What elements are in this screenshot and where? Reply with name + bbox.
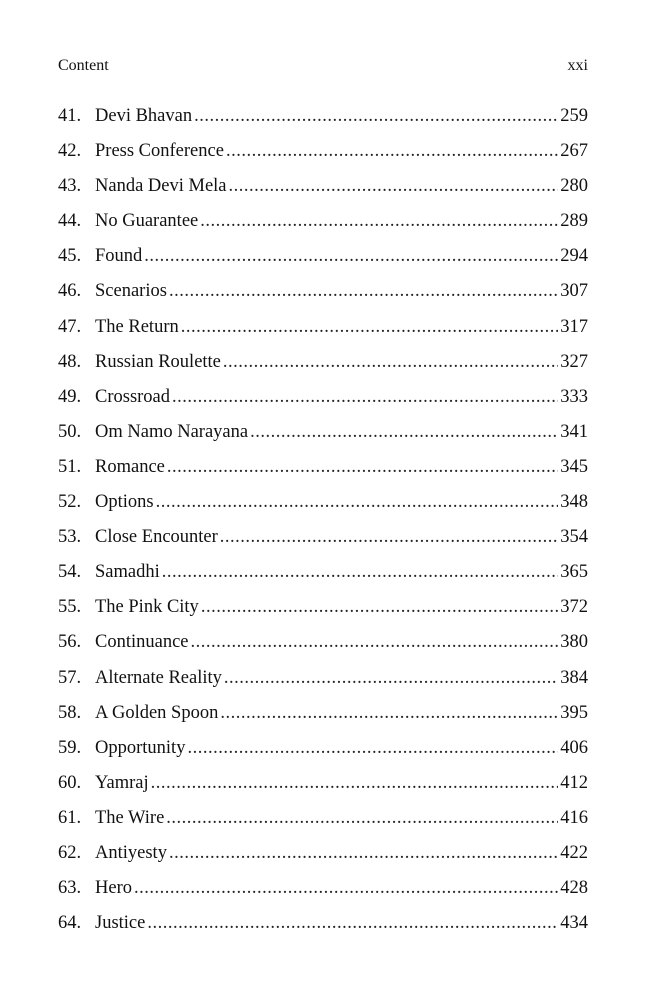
dot-leader (250, 422, 558, 443)
chapter-title: Scenarios (95, 281, 167, 302)
chapter-number: 44. (58, 211, 82, 232)
chapter-number: 43. (58, 176, 82, 197)
toc-entry (58, 878, 588, 913)
chapter-title: Samadhi (95, 562, 160, 583)
dot-leader (167, 457, 558, 478)
chapter-number: 60. (58, 772, 82, 793)
toc-entry (58, 211, 588, 246)
chapter-title: Yamraj (95, 772, 149, 793)
chapter-title: The Wire (95, 807, 165, 828)
chapter-number: 55. (58, 597, 82, 618)
chapter-page-number: 412 (560, 772, 588, 793)
chapter-number: 54. (58, 562, 82, 583)
chapter-title: Crossroad (95, 386, 171, 407)
chapter-title: Continuance (95, 632, 189, 653)
chapter-page-number: 345 (560, 456, 588, 477)
chapter-page-number: 428 (560, 878, 588, 899)
chapter-page-number: 294 (560, 246, 588, 267)
chapter-title: Found (95, 246, 143, 267)
toc-entry (58, 527, 588, 562)
chapter-number: 53. (58, 527, 82, 548)
dot-leader (191, 632, 559, 653)
chapter-page-number: 380 (560, 632, 588, 653)
dot-leader (166, 808, 558, 829)
toc-entry (58, 773, 588, 808)
chapter-title: Alternate Reality (95, 667, 222, 688)
toc-entry (58, 422, 588, 457)
table-of-contents (58, 106, 588, 948)
running-header (58, 57, 588, 75)
toc-entry (58, 668, 588, 703)
dot-leader (200, 211, 558, 232)
chapter-title: Close Encounter (95, 527, 218, 548)
chapter-page-number: 307 (560, 281, 588, 302)
header-section-title: Content (58, 57, 109, 74)
chapter-title: Opportunity (95, 737, 186, 758)
dot-leader (224, 668, 558, 689)
toc-entry (58, 352, 588, 387)
chapter-page-number: 416 (560, 807, 588, 828)
dot-leader (144, 246, 558, 267)
dot-leader (162, 562, 559, 583)
chapter-page-number: 395 (560, 702, 588, 723)
chapter-title: Options (95, 492, 154, 513)
chapter-title: Antiyesty (95, 842, 167, 863)
chapter-page-number: 348 (560, 492, 588, 513)
chapter-title: The Return (95, 316, 179, 337)
chapter-title: Russian Roulette (95, 351, 221, 372)
chapter-number: 49. (58, 386, 82, 407)
dot-leader (187, 738, 558, 759)
chapter-number: 56. (58, 632, 82, 653)
dot-leader (172, 387, 558, 408)
toc-entry (58, 632, 588, 667)
chapter-page-number: 384 (560, 667, 588, 688)
dot-leader (169, 281, 558, 302)
toc-entry (58, 597, 588, 632)
dot-leader (220, 703, 558, 724)
dot-leader (134, 878, 558, 899)
chapter-page-number: 354 (560, 527, 588, 548)
dot-leader (201, 597, 558, 618)
toc-entry (58, 457, 588, 492)
chapter-title: The Pink City (95, 597, 199, 618)
header-page-number: xxi (567, 57, 588, 74)
chapter-title: Om Namo Narayana (95, 421, 249, 442)
chapter-title: Romance (95, 456, 165, 477)
chapter-number: 64. (58, 913, 82, 934)
toc-entry (58, 317, 588, 352)
chapter-page-number: 289 (560, 211, 588, 232)
toc-entry (58, 808, 588, 843)
chapter-number: 50. (58, 421, 82, 442)
chapter-page-number: 341 (560, 421, 588, 442)
dot-leader (229, 176, 559, 197)
chapter-page-number: 267 (560, 141, 588, 162)
toc-entry (58, 141, 588, 176)
toc-entry (58, 387, 588, 422)
toc-entry (58, 703, 588, 738)
chapter-page-number: 422 (560, 842, 588, 863)
chapter-number: 41. (58, 106, 82, 126)
chapter-number: 42. (58, 141, 82, 162)
chapter-number: 63. (58, 878, 82, 899)
toc-entry (58, 176, 588, 211)
chapter-number: 46. (58, 281, 82, 302)
chapter-title: Nanda Devi Mela (95, 176, 227, 197)
dot-leader (226, 141, 558, 162)
chapter-page-number: 259 (560, 106, 588, 126)
chapter-page-number: 434 (560, 913, 588, 934)
toc-entry (58, 738, 588, 773)
dot-leader (220, 527, 558, 548)
toc-entry (58, 562, 588, 597)
chapter-title: Devi Bhavan (95, 106, 193, 126)
chapter-number: 52. (58, 492, 82, 513)
dot-leader (181, 317, 559, 338)
chapter-number: 48. (58, 351, 82, 372)
chapter-page-number: 372 (560, 597, 588, 618)
dot-leader (151, 773, 559, 794)
chapter-number: 61. (58, 807, 82, 828)
toc-entry (58, 246, 588, 281)
chapter-page-number: 365 (560, 562, 588, 583)
dot-leader (223, 352, 558, 373)
chapter-page-number: 333 (560, 386, 588, 407)
toc-entry (58, 106, 588, 141)
dot-leader (147, 913, 558, 934)
chapter-title: A Golden Spoon (95, 702, 219, 723)
chapter-page-number: 280 (560, 176, 588, 197)
toc-entry (58, 281, 588, 316)
dot-leader (194, 106, 558, 127)
chapter-title: No Guarantee (95, 211, 199, 232)
chapter-title: Hero (95, 878, 132, 899)
chapter-title: Press Conference (95, 141, 224, 162)
chapter-number: 62. (58, 842, 82, 863)
chapter-number: 57. (58, 667, 82, 688)
chapter-number: 45. (58, 246, 82, 267)
chapter-number: 47. (58, 316, 82, 337)
chapter-page-number: 327 (560, 351, 588, 372)
chapter-page-number: 406 (560, 737, 588, 758)
chapter-number: 51. (58, 456, 82, 477)
toc-entry (58, 913, 588, 948)
chapter-page-number: 317 (560, 316, 588, 337)
chapter-title: Justice (95, 913, 146, 934)
toc-entry (58, 843, 588, 878)
chapter-number: 58. (58, 702, 82, 723)
chapter-number: 59. (58, 737, 82, 758)
dot-leader (156, 492, 559, 513)
dot-leader (169, 843, 558, 864)
toc-entry (58, 492, 588, 527)
